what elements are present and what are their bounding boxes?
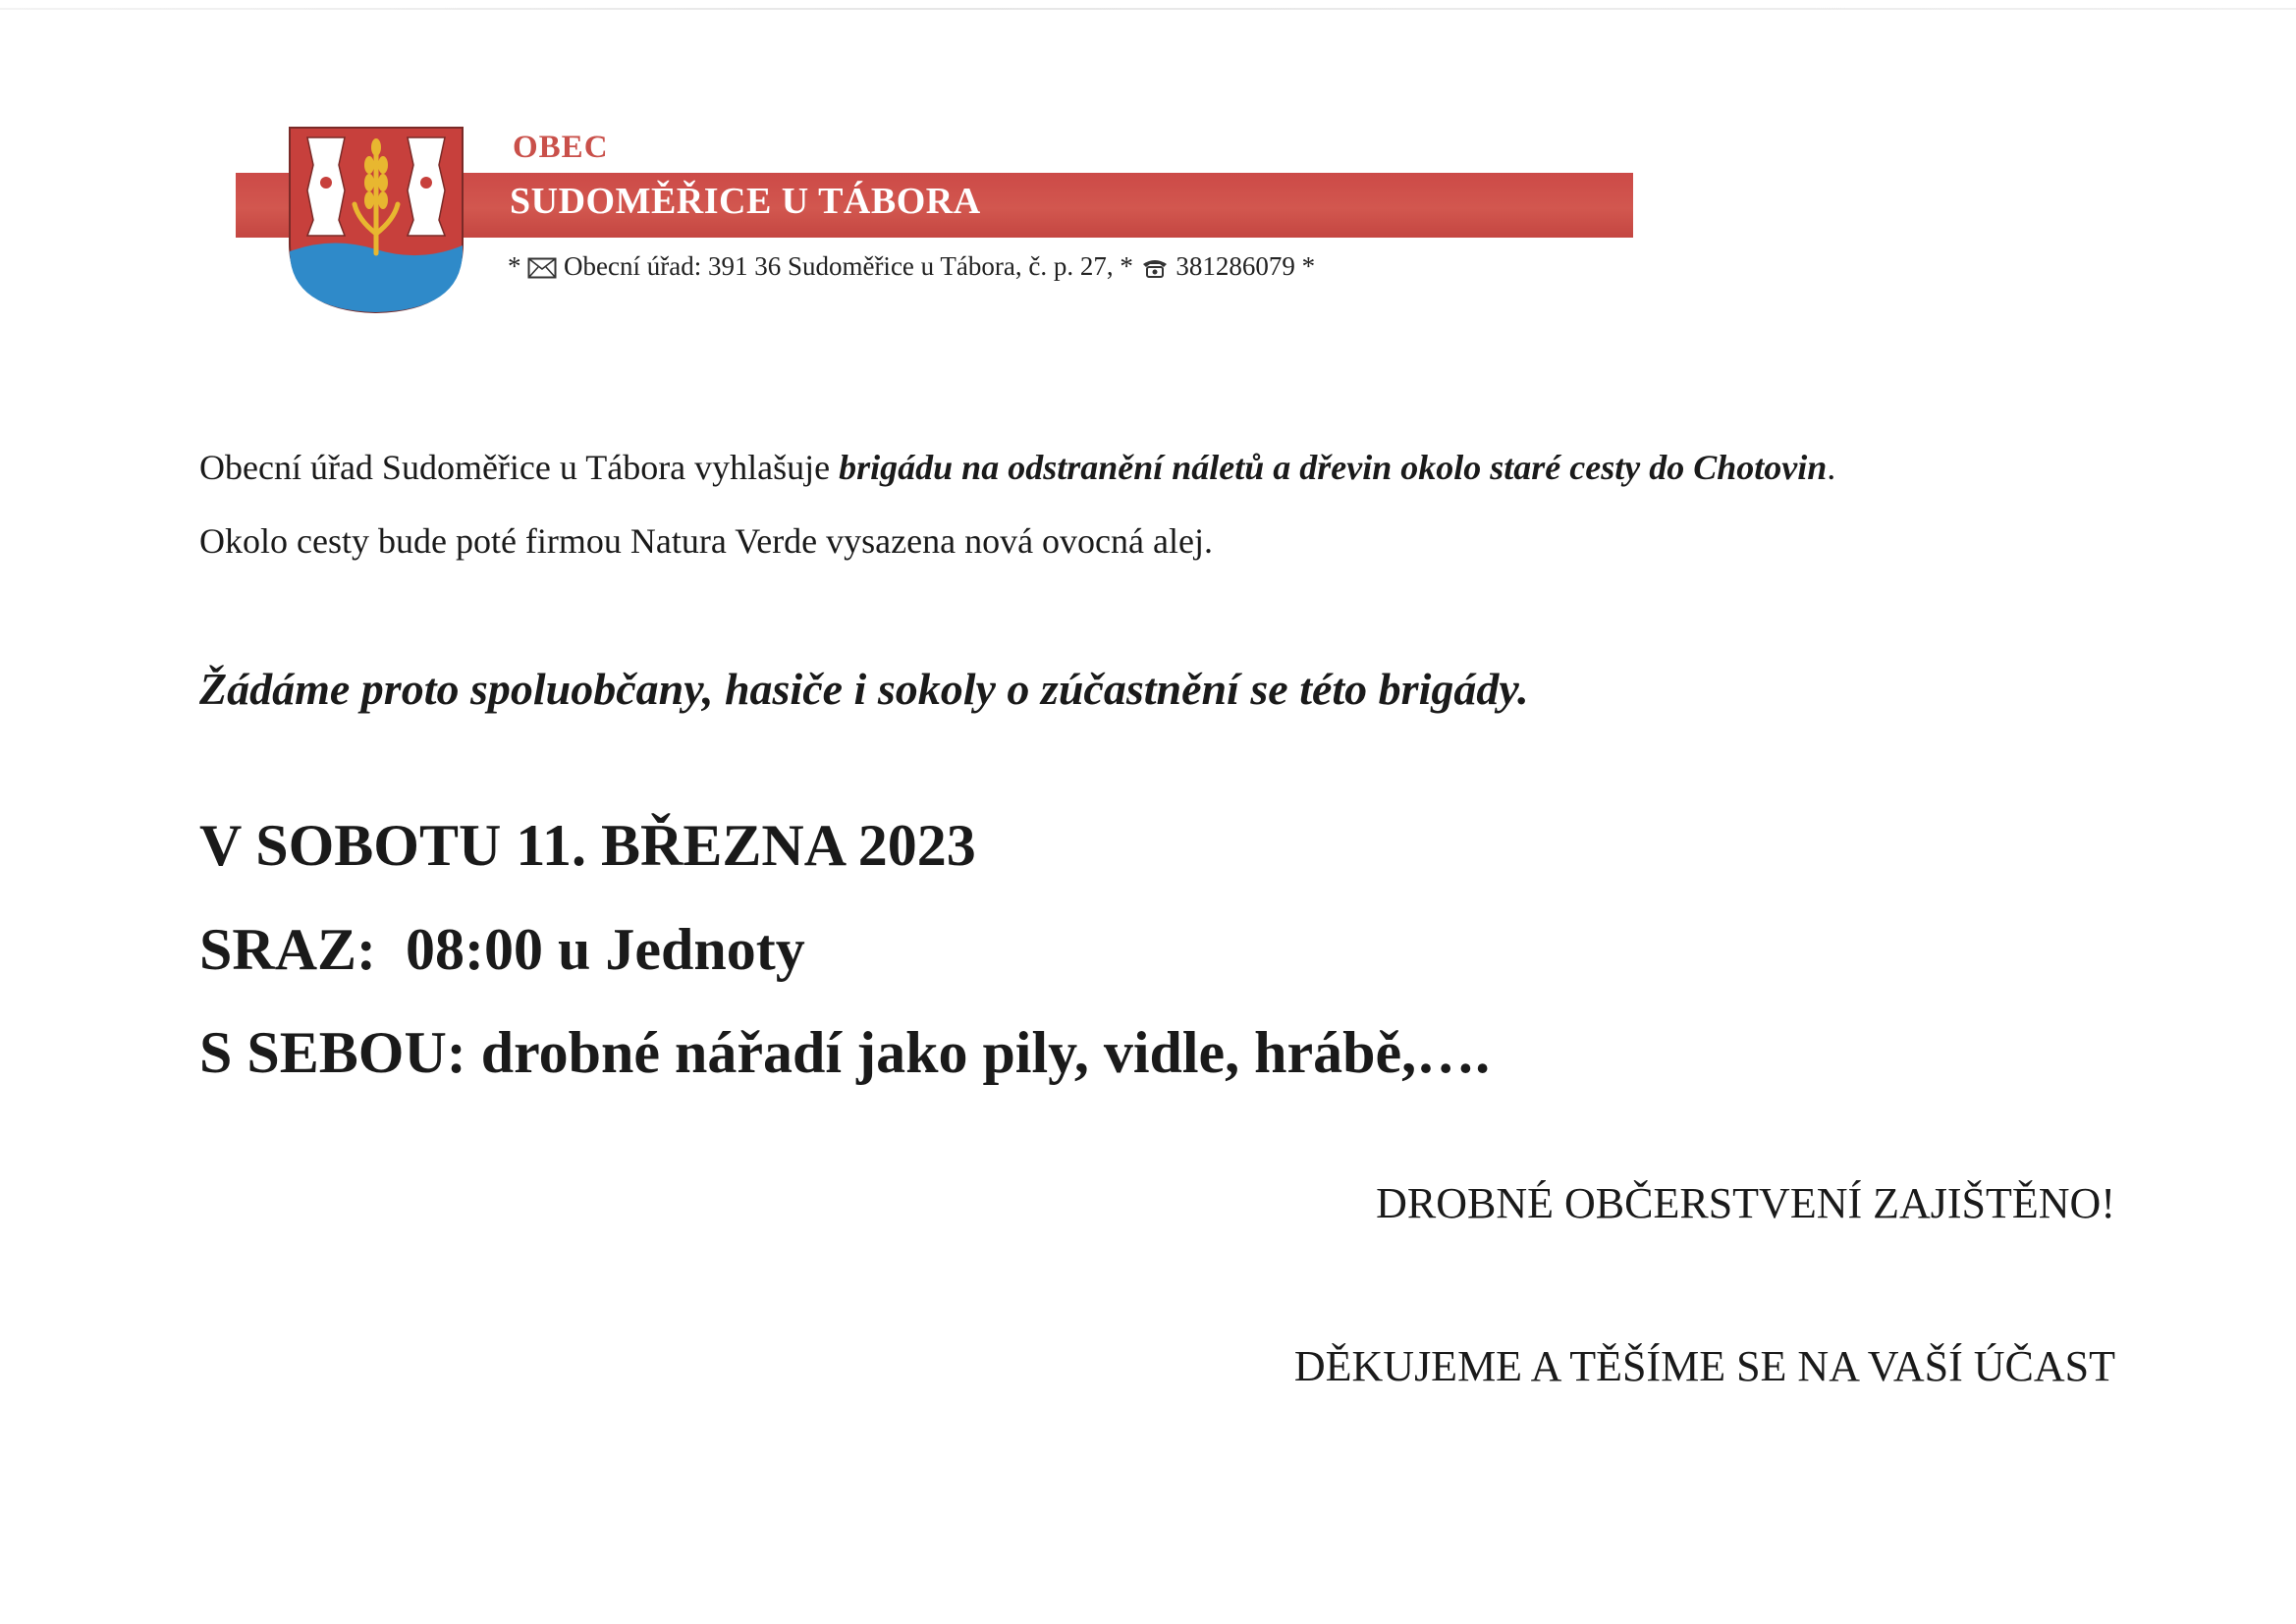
phone-number: 381286079 * xyxy=(1175,251,1316,281)
intro-second-line: Okolo cesty bude poté firmou Natura Verde vysazena nová ovocná alej. xyxy=(199,521,1213,561)
meeting-label: SRAZ: xyxy=(199,917,377,982)
telephone-icon xyxy=(1140,255,1170,279)
bring-line xyxy=(199,1019,1490,1087)
bring-label: S SEBOU: xyxy=(199,1020,466,1085)
municipality-name: SUDOMĚŘICE U TÁBORA xyxy=(510,181,981,222)
appeal-text: Žádáme proto spoluobčany, hasiče i sokoly o zúčastnění se této brigády. xyxy=(199,664,1529,714)
meeting-value: 08:00 u Jednoty xyxy=(406,917,805,982)
event-date: V SOBOTU 11. BŘEZNA 2023 xyxy=(199,813,976,878)
bring-value: drobné nářadí jako pily, vidle, hrábě,…. xyxy=(480,1020,1491,1085)
address-line xyxy=(508,251,1315,282)
envelope-icon xyxy=(527,257,557,279)
letterhead xyxy=(236,126,1640,322)
intro-end: . xyxy=(1827,448,1836,487)
intro-paragraph xyxy=(199,447,1835,488)
obec-label: OBEC xyxy=(513,130,609,165)
refreshments-note: DROBNÉ OBČERSTVENÍ ZAJIŠTĚNO! xyxy=(1376,1179,2115,1227)
scan-edge xyxy=(0,8,2296,10)
address-prefix: * xyxy=(508,251,521,281)
intro-emphasis: brigádu na odstranění náletů a dřevin okolo staré cesty do Chotovin xyxy=(839,448,1828,487)
meeting-line xyxy=(199,916,805,984)
coat-of-arms-logo xyxy=(288,126,465,314)
intro-lead: Obecní úřad Sudoměřice u Tábora vyhlašuje xyxy=(199,448,831,487)
thanks-note: DĚKUJEME A TĚŠÍME SE NA VAŠÍ ÚČAST xyxy=(1293,1342,2115,1390)
address-text: Obecní úřad: 391 36 Sudoměřice u Tábora, č. p. 27, * xyxy=(564,251,1133,281)
